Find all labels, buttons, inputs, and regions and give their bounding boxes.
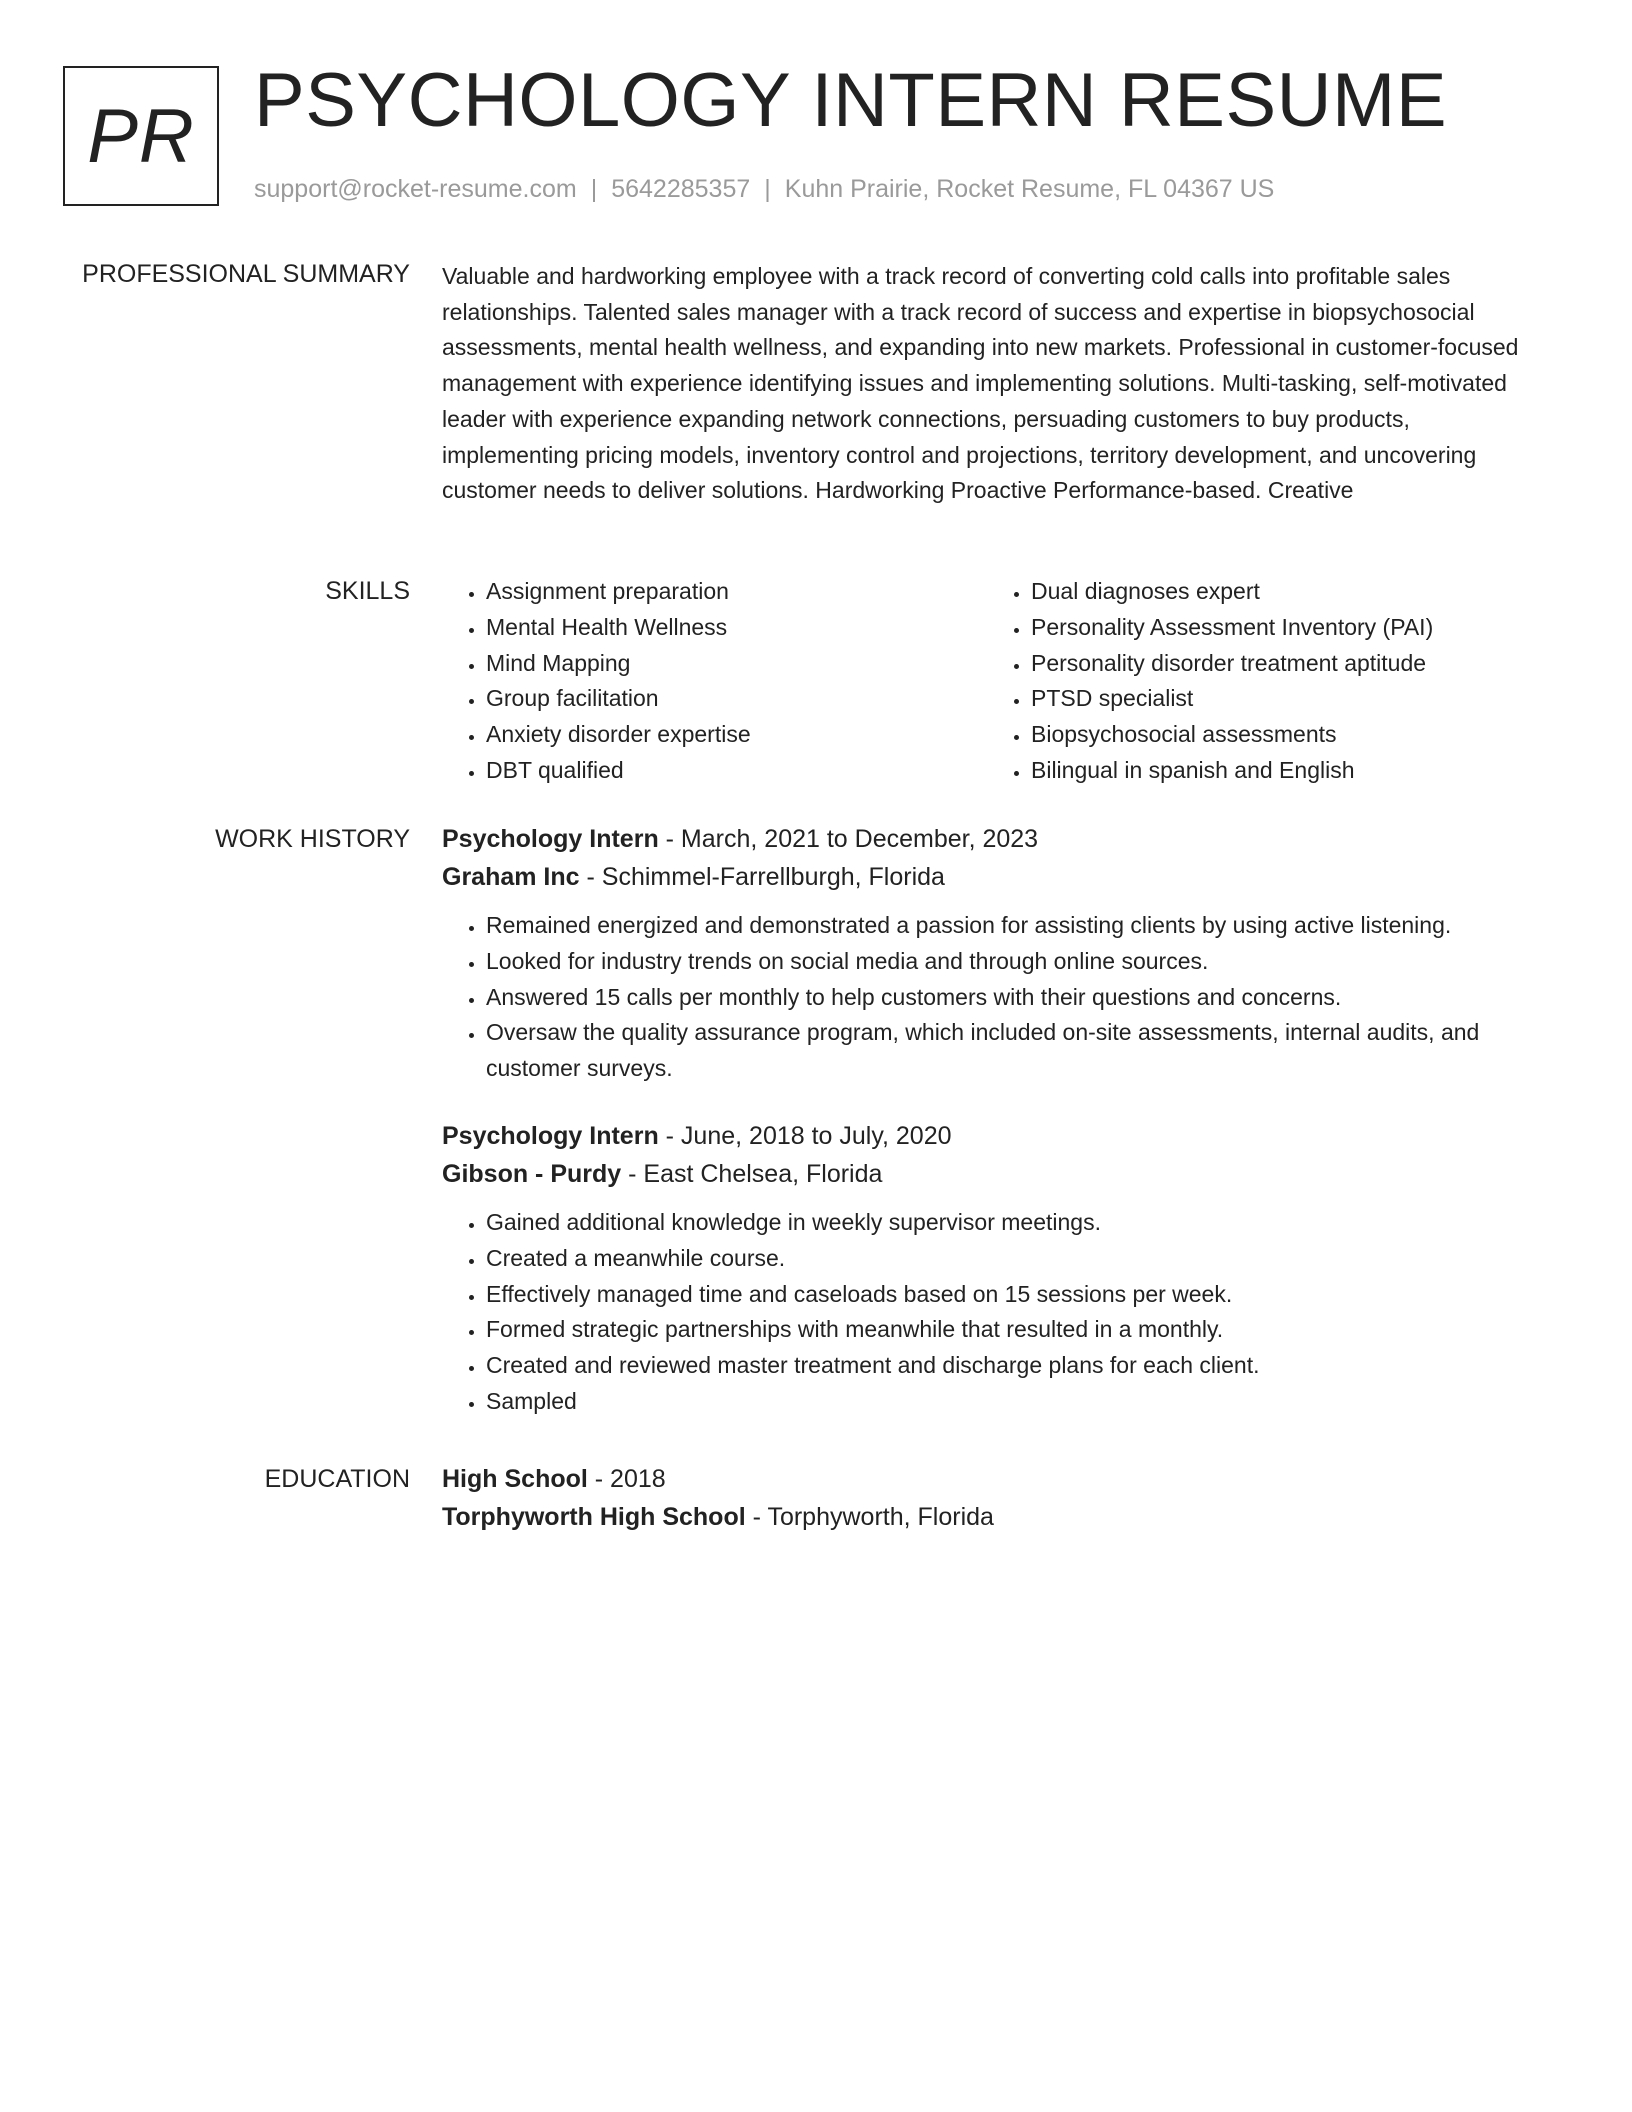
job-company: Gibson - Purdy [442,1159,622,1188]
skill-item: • Mental Health Wellness [486,610,987,646]
skill-item: • Mind Mapping [486,646,987,682]
job-bullets [442,908,1552,1087]
monogram-initials: PR [87,93,195,179]
education-degree-line [442,1460,1552,1498]
job-title-line [442,820,1552,858]
education-school: Torphyworth High School [442,1503,746,1531]
work-label: WORK HISTORY [215,825,410,853]
work-body [442,820,1552,1420]
education-year: - 2018 [587,1465,666,1493]
contact-email: support@rocket-resume.com [254,175,577,203]
summary-body [442,259,1552,509]
skill-item: • Group facilitation [486,681,987,717]
contact-separator: | [764,175,771,203]
resume-title: PSYCHOLOGY INTERN RESUME [254,58,1448,143]
job-bullet: • Oversaw the quality assurance program, which included on-site assessments, internal audits, and customer surveys. [486,1015,1552,1087]
job-location: - East Chelsea, Florida [621,1159,883,1188]
education-label: EDUCATION [264,1465,410,1493]
job-bullet: • Answered 15 calls per monthly to help customers with their questions and concerns. [486,980,1552,1016]
job-bullet: • Gained additional knowledge in weekly supervisor meetings. [486,1205,1552,1241]
job-title: Psychology Intern [442,825,659,853]
skill-item: • DBT qualified [486,753,987,789]
skill-item: • Personality disorder treatment aptitude [1031,646,1532,682]
contact-line [254,172,1274,206]
job-location: - Schimmel-Farrellburgh, Florida [579,863,945,891]
summary-text: Valuable and hardworking employee with a track record of converting cold calls into profitable sales relationships. Talented sales manager with a track record of success and expertise in biopsychosocial assessments, mental health wellness, and expanding into new markets. Professional in customer-focused management with experience identifying issues and implementing solutions. Multi-tasking, self-motivated leader with experience expanding network connections, persuading customers to buy products, implementing pricing models, inventory control and projections, territory development, and uncovering customer needs to deliver solutions. Hardworking Proactive Performance-based. Creative [442,263,1519,504]
contact-phone: 5642285357 [611,175,751,203]
skills-list-right [987,574,1532,789]
skill-item: • PTSD specialist [1031,681,1532,717]
job-dates: - March, 2021 to December, 2023 [658,825,1039,853]
job-bullet: • Sampled [486,1384,1552,1420]
summary-label: PROFESSIONAL SUMMARY [82,260,410,288]
job-entry [442,1117,1552,1420]
job-dates: - June, 2018 to July, 2020 [658,1121,952,1150]
skill-item: • Personality Assessment Inventory (PAI) [1031,610,1532,646]
job-bullet: • Effectively managed time and caseloads based on 15 sessions per week. [486,1277,1552,1313]
education-body [442,1460,1552,1536]
education-school-line [442,1498,1552,1536]
skills-body [442,574,1552,789]
skill-item: • Dual diagnoses expert [1031,574,1532,610]
job-entry [442,820,1552,1087]
job-company-line [442,858,1552,896]
job-company: Graham Inc [442,863,580,891]
job-bullet: • Created and reviewed master treatment and discharge plans for each client. [486,1348,1552,1384]
skill-item: • Anxiety disorder expertise [486,717,987,753]
skills-label: SKILLS [325,577,410,605]
skill-item: • Biopsychosocial assessments [1031,717,1532,753]
job-bullets [442,1205,1552,1420]
job-bullet: • Remained energized and demonstrated a passion for assisting clients by using active listening. [486,908,1552,944]
education-degree: High School [442,1465,588,1493]
job-bullet: • Created a meanwhile course. [486,1241,1552,1277]
monogram-box [63,66,219,206]
job-title: Psychology Intern [442,1121,659,1150]
skill-item: • Assignment preparation [486,574,987,610]
skills-columns [442,574,1552,789]
contact-address: Kuhn Prairie, Rocket Resume, FL 04367 US [784,175,1275,203]
job-bullet: • Looked for industry trends on social media and through online sources. [486,944,1552,980]
job-company-line [442,1155,1552,1193]
contact-separator: | [590,175,598,203]
skill-item: • Bilingual in spanish and English [1031,753,1532,789]
job-bullet: • Formed strategic partnerships with meanwhile that resulted in a monthly. [486,1312,1552,1348]
education-location: - Torphyworth, Florida [745,1503,994,1531]
job-title-line [442,1117,1552,1155]
skills-list-left [442,574,987,789]
